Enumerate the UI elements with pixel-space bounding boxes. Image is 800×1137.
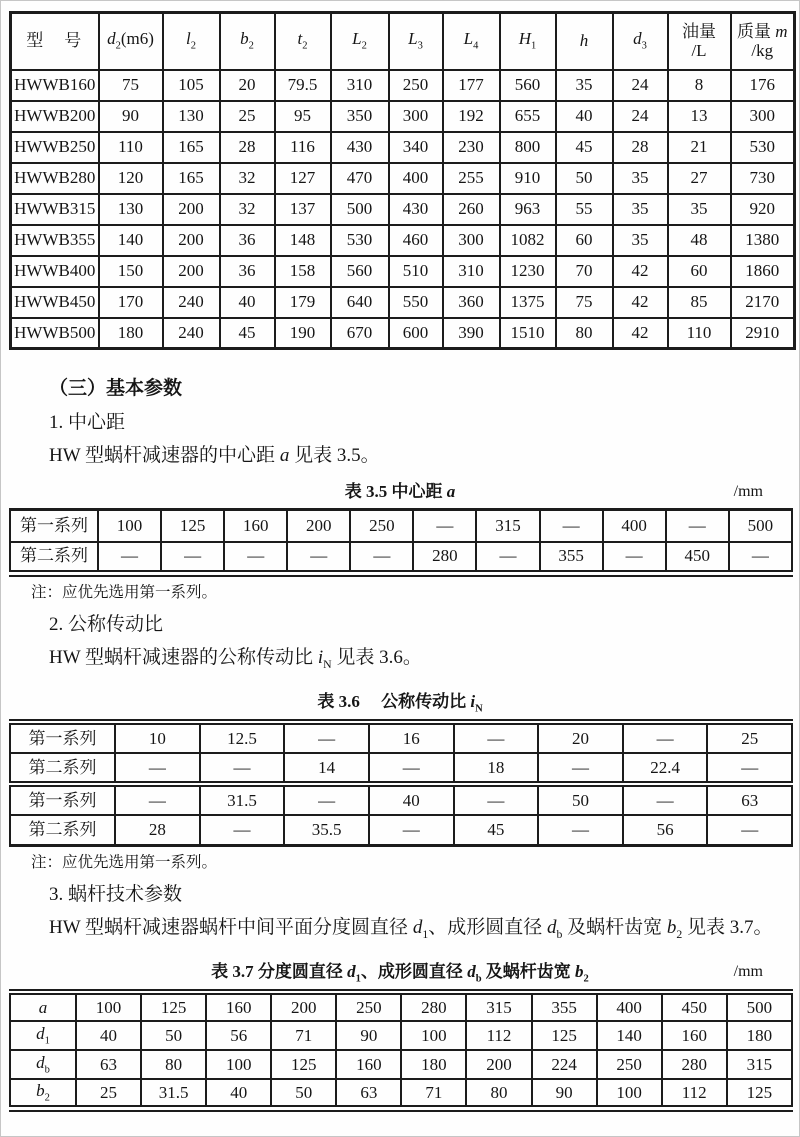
- table-3-5-center-distance: [9, 508, 793, 577]
- value-cell: 200: [287, 510, 350, 542]
- value-cell: 160: [224, 510, 287, 542]
- dim-header-row: [11, 13, 795, 70]
- value-cell: 230: [443, 132, 500, 163]
- value-cell: 50: [556, 163, 613, 194]
- value-cell: 200: [163, 256, 220, 287]
- value-cell: 112: [662, 1079, 727, 1108]
- heading-worm-params: 3. 蜗杆技术参数: [49, 884, 183, 906]
- value-cell: 560: [331, 256, 389, 287]
- value-cell: 315: [476, 510, 539, 542]
- value-cell: 50: [538, 784, 623, 815]
- value-cell: 160: [206, 992, 271, 1021]
- value-cell: 300: [731, 101, 795, 132]
- value-cell: 430: [331, 132, 389, 163]
- value-cell: 25: [76, 1079, 141, 1108]
- value-cell: 116: [275, 132, 331, 163]
- value-cell: 100: [76, 992, 141, 1021]
- value-cell: 280: [401, 992, 466, 1021]
- value-cell: 50: [271, 1079, 336, 1108]
- table-row: [11, 70, 795, 101]
- value-cell: 1380: [731, 225, 795, 256]
- value-cell: 800: [500, 132, 556, 163]
- value-cell: 340: [389, 132, 443, 163]
- paragraph-nominal-ratio: [49, 645, 791, 677]
- value-cell: 35: [613, 163, 668, 194]
- value-cell: —: [369, 815, 454, 846]
- value-cell: 200: [163, 194, 220, 225]
- value-cell: 79.5: [275, 70, 331, 101]
- col-header-model: 型 号: [11, 13, 99, 70]
- value-cell: 85: [668, 287, 731, 318]
- model-cell: HWWB500: [11, 318, 99, 349]
- value-cell: 130: [163, 101, 220, 132]
- table-row: [11, 256, 795, 287]
- value-cell: 63: [336, 1079, 401, 1108]
- value-cell: 165: [163, 163, 220, 194]
- dim-table-body: [11, 70, 795, 349]
- table-3-6-nominal-ratio: [9, 719, 793, 848]
- value-cell: 250: [350, 510, 413, 542]
- row-label: 第二系列: [10, 542, 98, 574]
- table-row: [10, 1079, 792, 1108]
- value-cell: 150: [99, 256, 163, 287]
- value-cell: 80: [141, 1050, 206, 1079]
- value-cell: —: [413, 510, 476, 542]
- value-cell: 56: [206, 1021, 271, 1050]
- value-cell: 75: [99, 70, 163, 101]
- value-cell: 180: [727, 1021, 792, 1050]
- table-row: [11, 101, 795, 132]
- value-cell: 13: [668, 101, 731, 132]
- value-cell: 450: [666, 542, 729, 574]
- row-label: 第二系列: [10, 753, 115, 784]
- value-cell: 510: [389, 256, 443, 287]
- value-cell: 14: [284, 753, 369, 784]
- value-cell: 31.5: [200, 784, 285, 815]
- value-cell: 70: [556, 256, 613, 287]
- table-row: [10, 542, 792, 574]
- value-cell: 360: [443, 287, 500, 318]
- value-cell: 240: [163, 318, 220, 349]
- value-cell: 63: [76, 1050, 141, 1079]
- var-a: a: [279, 445, 290, 466]
- value-cell: 355: [540, 542, 603, 574]
- row-label: 第二系列: [10, 815, 115, 846]
- var-i: i: [317, 647, 324, 668]
- value-cell: 45: [556, 132, 613, 163]
- value-cell: 105: [163, 70, 220, 101]
- heading-center-distance: 1. 中心距: [49, 412, 126, 433]
- table36-title: [9, 691, 791, 715]
- value-cell: 730: [731, 163, 795, 194]
- col-header-H1: $H_1$: [500, 13, 556, 70]
- value-cell: 42: [613, 256, 668, 287]
- value-cell: 160: [336, 1050, 401, 1079]
- value-cell: 250: [336, 992, 401, 1021]
- table-row: [11, 225, 795, 256]
- value-cell: 460: [389, 225, 443, 256]
- value-cell: 27: [668, 163, 731, 194]
- col-header-L2: $L_2$: [331, 13, 389, 70]
- value-cell: 255: [443, 163, 500, 194]
- value-cell: 16: [369, 722, 454, 753]
- value-cell: 40: [206, 1079, 271, 1108]
- col-header-oil: 油量 /L: [668, 13, 731, 70]
- value-cell: 32: [220, 163, 275, 194]
- value-cell: 32: [220, 194, 275, 225]
- value-cell: 35: [613, 225, 668, 256]
- value-cell: 430: [389, 194, 443, 225]
- value-cell: 40: [369, 784, 454, 815]
- text-run: 及蜗杆齿宽: [562, 917, 667, 939]
- value-cell: 500: [331, 194, 389, 225]
- t37-body: [10, 992, 792, 1108]
- model-cell: HWWB400: [11, 256, 99, 287]
- value-cell: 42: [613, 318, 668, 349]
- section-heading-basic-params: （三）基本参数: [49, 378, 183, 399]
- value-cell: —: [200, 815, 285, 846]
- table37-title: [9, 961, 791, 985]
- value-cell: 450: [662, 992, 727, 1021]
- value-cell: 24: [613, 101, 668, 132]
- col-header-mass: 质量 m /kg: [731, 13, 795, 70]
- value-cell: 125: [161, 510, 224, 542]
- paragraph-center-distance: [49, 443, 791, 468]
- value-cell: 140: [597, 1021, 662, 1050]
- unit-mm-label: /mm: [733, 483, 763, 500]
- model-cell: HWWB315: [11, 194, 99, 225]
- table36-note: 注：应优先选用第一系列。: [31, 854, 218, 872]
- value-cell: 60: [556, 225, 613, 256]
- table-row: [11, 163, 795, 194]
- table35-title: [9, 481, 791, 502]
- value-cell: 2910: [731, 318, 795, 349]
- value-cell: —: [454, 722, 539, 753]
- value-cell: 530: [731, 132, 795, 163]
- value-cell: 160: [662, 1021, 727, 1050]
- value-cell: 550: [389, 287, 443, 318]
- col-header-d2: $d_2(m6)$: [99, 13, 163, 70]
- text-run: 见表 3.6。: [331, 647, 422, 668]
- text-run: HW 型蜗杆减速器的中心距: [49, 445, 280, 466]
- table-row: [10, 722, 792, 753]
- value-cell: 400: [597, 992, 662, 1021]
- value-cell: 963: [500, 194, 556, 225]
- value-cell: —: [603, 542, 666, 574]
- value-cell: 50: [141, 1021, 206, 1050]
- value-cell: 310: [331, 70, 389, 101]
- model-cell: HWWB280: [11, 163, 99, 194]
- value-cell: 48: [668, 225, 731, 256]
- table35-note: 注：应优先选用第一系列。: [31, 584, 218, 601]
- value-cell: 90: [336, 1021, 401, 1050]
- value-cell: 315: [466, 992, 531, 1021]
- value-cell: —: [284, 784, 369, 815]
- value-cell: 600: [389, 318, 443, 349]
- value-cell: 80: [466, 1079, 531, 1108]
- value-cell: 655: [500, 101, 556, 132]
- value-cell: 112: [466, 1021, 531, 1050]
- table37-title-text: 表 3.7 分度圆直径 $d_1$、成形圆直径 $d_b$ 及蜗杆齿宽 $b_2$: [211, 962, 589, 985]
- value-cell: 500: [729, 510, 792, 542]
- value-cell: —: [666, 510, 729, 542]
- value-cell: 75: [556, 287, 613, 318]
- value-cell: 500: [727, 992, 792, 1021]
- value-cell: 21: [668, 132, 731, 163]
- table-row: [11, 287, 795, 318]
- value-cell: 400: [603, 510, 666, 542]
- value-cell: 910: [500, 163, 556, 194]
- col-header-d3: $d_3$: [613, 13, 668, 70]
- table-row: [10, 784, 792, 815]
- table-row: [11, 318, 795, 349]
- dimensions-table: [9, 11, 796, 350]
- value-cell: 1860: [731, 256, 795, 287]
- table-row: [11, 132, 795, 163]
- table-row: [10, 992, 792, 1021]
- col-header-h: h: [556, 13, 613, 70]
- value-cell: 90: [532, 1079, 597, 1108]
- value-cell: —: [540, 510, 603, 542]
- value-cell: 310: [443, 256, 500, 287]
- value-cell: —: [707, 753, 792, 784]
- value-cell: 130: [99, 194, 163, 225]
- value-cell: 25: [220, 101, 275, 132]
- value-cell: —: [369, 753, 454, 784]
- value-cell: 8: [668, 70, 731, 101]
- row-label-a: a: [10, 992, 76, 1021]
- value-cell: 280: [662, 1050, 727, 1079]
- col-header-b2: $b_2$: [220, 13, 275, 70]
- value-cell: 35.5: [284, 815, 369, 846]
- row-label: 第一系列: [10, 784, 115, 815]
- value-cell: —: [115, 784, 200, 815]
- value-cell: —: [350, 542, 413, 574]
- value-cell: 190: [275, 318, 331, 349]
- var-i-sub: N: [323, 657, 332, 671]
- row-label: 第一系列: [10, 510, 98, 542]
- table-row: [11, 194, 795, 225]
- value-cell: 1230: [500, 256, 556, 287]
- value-cell: 137: [275, 194, 331, 225]
- value-cell: 400: [389, 163, 443, 194]
- model-cell: HWWB250: [11, 132, 99, 163]
- var-d1: d: [412, 917, 423, 939]
- value-cell: 22.4: [623, 753, 708, 784]
- value-cell: 1510: [500, 318, 556, 349]
- table-row: [10, 1050, 792, 1079]
- value-cell: 640: [331, 287, 389, 318]
- value-cell: 1082: [500, 225, 556, 256]
- value-cell: 100: [206, 1050, 271, 1079]
- value-cell: 300: [389, 101, 443, 132]
- col-header-L4: $L_4$: [443, 13, 500, 70]
- text-run: 、成形圆直径: [428, 917, 547, 939]
- value-cell: 180: [401, 1050, 466, 1079]
- value-cell: 55: [556, 194, 613, 225]
- value-cell: 28: [115, 815, 200, 846]
- row-label-db: $d_b$: [10, 1050, 76, 1079]
- value-cell: 35: [556, 70, 613, 101]
- text-run: HW 型蜗杆减速器蜗杆中间平面分度圆直径: [49, 917, 413, 939]
- value-cell: 280: [413, 542, 476, 574]
- value-cell: 110: [668, 318, 731, 349]
- value-cell: 165: [163, 132, 220, 163]
- value-cell: —: [115, 753, 200, 784]
- value-cell: 71: [271, 1021, 336, 1050]
- value-cell: 170: [99, 287, 163, 318]
- value-cell: 40: [220, 287, 275, 318]
- value-cell: 192: [443, 101, 500, 132]
- value-cell: 350: [331, 101, 389, 132]
- value-cell: 140: [99, 225, 163, 256]
- text-run: 见表 3.5。: [289, 445, 380, 466]
- value-cell: —: [287, 542, 350, 574]
- value-cell: —: [200, 753, 285, 784]
- value-cell: —: [538, 815, 623, 846]
- value-cell: 28: [613, 132, 668, 163]
- value-cell: 100: [401, 1021, 466, 1050]
- row-label-d1: $d_1$: [10, 1021, 76, 1050]
- table35-title-text: 表 3.5 中心距 a: [344, 482, 456, 501]
- t36-body: [10, 722, 792, 846]
- value-cell: 470: [331, 163, 389, 194]
- t35-body: [10, 510, 792, 574]
- value-cell: 560: [500, 70, 556, 101]
- table-row: [10, 815, 792, 846]
- value-cell: —: [623, 784, 708, 815]
- table-row: [10, 753, 792, 784]
- value-cell: 36: [220, 225, 275, 256]
- value-cell: 90: [99, 101, 163, 132]
- value-cell: 125: [271, 1050, 336, 1079]
- value-cell: 260: [443, 194, 500, 225]
- value-cell: 40: [556, 101, 613, 132]
- value-cell: 300: [443, 225, 500, 256]
- value-cell: 100: [98, 510, 161, 542]
- value-cell: 95: [275, 101, 331, 132]
- value-cell: —: [623, 722, 708, 753]
- value-cell: 1375: [500, 287, 556, 318]
- value-cell: 530: [331, 225, 389, 256]
- col-header-t2: $t_2$: [275, 13, 331, 70]
- table-3-7-worm-diameters: [9, 989, 793, 1112]
- value-cell: 45: [454, 815, 539, 846]
- value-cell: 40: [76, 1021, 141, 1050]
- value-cell: 179: [275, 287, 331, 318]
- table36-title-text: 表 3.6 公称传动比 $i_N$: [317, 691, 483, 715]
- heading-nominal-ratio: 2. 公称传动比: [49, 614, 164, 635]
- value-cell: —: [476, 542, 539, 574]
- value-cell: 176: [731, 70, 795, 101]
- value-cell: 100: [597, 1079, 662, 1108]
- value-cell: —: [161, 542, 224, 574]
- var-b2: b: [666, 917, 677, 939]
- value-cell: —: [707, 815, 792, 846]
- table-row: [10, 1021, 792, 1050]
- value-cell: 20: [538, 722, 623, 753]
- value-cell: 390: [443, 318, 500, 349]
- value-cell: 60: [668, 256, 731, 287]
- col-header-L3: $L_3$: [389, 13, 443, 70]
- value-cell: 200: [466, 1050, 531, 1079]
- value-cell: 25: [707, 722, 792, 753]
- value-cell: 125: [727, 1079, 792, 1108]
- model-cell: HWWB160: [11, 70, 99, 101]
- model-cell: HWWB450: [11, 287, 99, 318]
- text-run: HW 型蜗杆减速器的公称传动比: [49, 647, 318, 668]
- value-cell: 177: [443, 70, 500, 101]
- value-cell: 250: [597, 1050, 662, 1079]
- value-cell: 56: [623, 815, 708, 846]
- value-cell: —: [224, 542, 287, 574]
- value-cell: —: [284, 722, 369, 753]
- row-label-b2: $b_2$: [10, 1079, 76, 1108]
- value-cell: 200: [163, 225, 220, 256]
- value-cell: 240: [163, 287, 220, 318]
- value-cell: 315: [727, 1050, 792, 1079]
- value-cell: 125: [532, 1021, 597, 1050]
- value-cell: 148: [275, 225, 331, 256]
- value-cell: 80: [556, 318, 613, 349]
- value-cell: 224: [532, 1050, 597, 1079]
- value-cell: —: [538, 753, 623, 784]
- value-cell: 31.5: [141, 1079, 206, 1108]
- value-cell: —: [729, 542, 792, 574]
- value-cell: 42: [613, 287, 668, 318]
- value-cell: 10: [115, 722, 200, 753]
- value-cell: 18: [454, 753, 539, 784]
- model-cell: HWWB355: [11, 225, 99, 256]
- value-cell: 180: [99, 318, 163, 349]
- unit-mm-label: /mm: [733, 963, 763, 981]
- value-cell: 28: [220, 132, 275, 163]
- row-label: 第一系列: [10, 722, 115, 753]
- value-cell: 127: [275, 163, 331, 194]
- text-run: 见表 3.7。: [682, 917, 773, 939]
- model-cell: HWWB200: [11, 101, 99, 132]
- value-cell: 63: [707, 784, 792, 815]
- value-cell: 24: [613, 70, 668, 101]
- value-cell: 35: [668, 194, 731, 225]
- col-header-l2: $l_2$: [163, 13, 220, 70]
- value-cell: 158: [275, 256, 331, 287]
- value-cell: 920: [731, 194, 795, 225]
- value-cell: 36: [220, 256, 275, 287]
- value-cell: 2170: [731, 287, 795, 318]
- var-db: d: [546, 917, 557, 939]
- value-cell: 35: [613, 194, 668, 225]
- value-cell: 120: [99, 163, 163, 194]
- paragraph-worm-params: HW 型蜗杆减速器蜗杆中间平面分度圆直径 $d_1$、成形圆直径 $d_b$ 及蜗杆齿宽 $b_2$ 见表 3.7。: [49, 917, 773, 942]
- value-cell: —: [454, 784, 539, 815]
- value-cell: 355: [532, 992, 597, 1021]
- value-cell: 45: [220, 318, 275, 349]
- value-cell: —: [98, 542, 161, 574]
- table-row: [10, 510, 792, 542]
- value-cell: 12.5: [200, 722, 285, 753]
- value-cell: 670: [331, 318, 389, 349]
- value-cell: 110: [99, 132, 163, 163]
- value-cell: 200: [271, 992, 336, 1021]
- value-cell: 20: [220, 70, 275, 101]
- value-cell: 125: [141, 992, 206, 1021]
- value-cell: 250: [389, 70, 443, 101]
- value-cell: 71: [401, 1079, 466, 1108]
